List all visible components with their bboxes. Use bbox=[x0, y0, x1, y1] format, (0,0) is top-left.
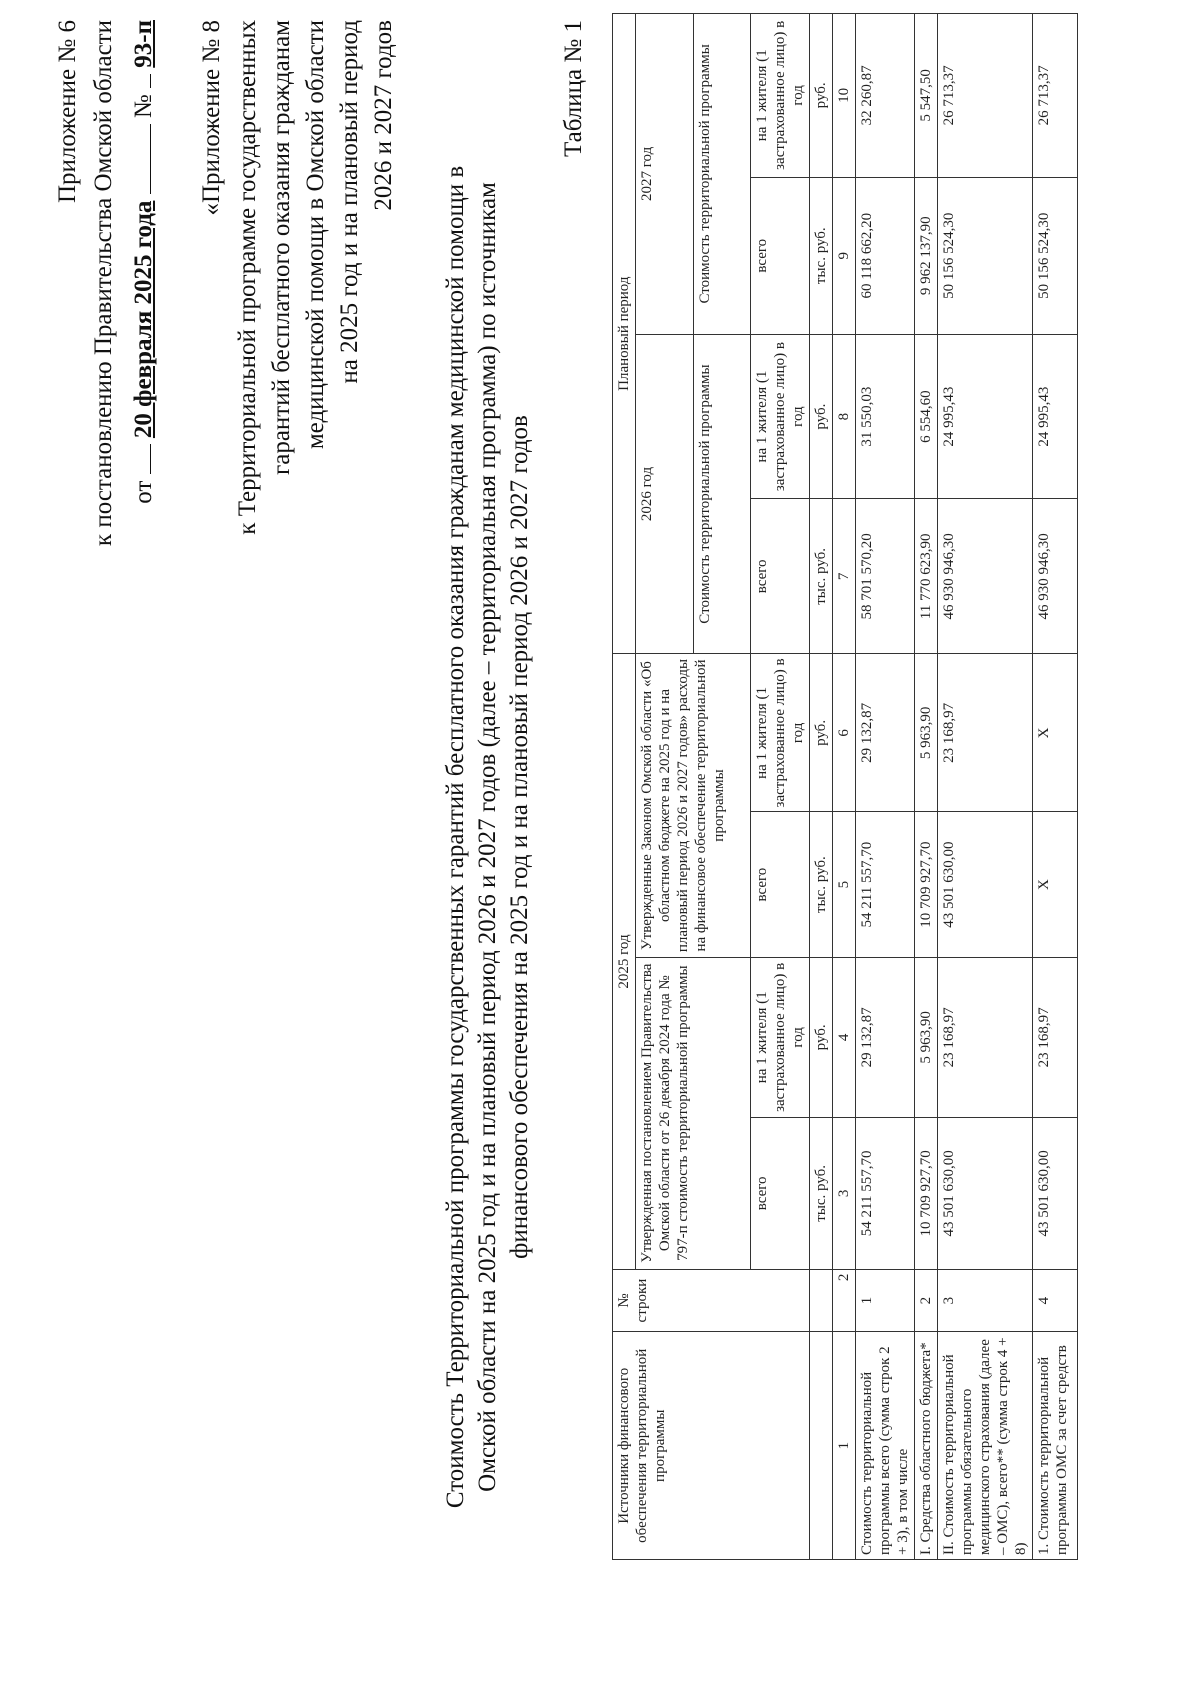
cell-value: 5 963,90 bbox=[915, 654, 938, 812]
blank-line bbox=[128, 444, 151, 474]
header-source: Источники финансового обеспечения территориальной программы bbox=[613, 1332, 810, 1560]
cell-value: 43 501 630,00 bbox=[938, 812, 1033, 957]
cell-value: 43 501 630,00 bbox=[938, 1118, 1033, 1270]
blank-line bbox=[128, 74, 151, 88]
header-2026: 2026 год bbox=[636, 334, 694, 654]
cell-value: 24 995,43 bbox=[1033, 334, 1078, 499]
cell-value: 6 554,60 bbox=[915, 334, 938, 499]
cell-value: 29 132,87 bbox=[856, 654, 915, 812]
column-number: 7 bbox=[833, 499, 856, 654]
header-cost-2026: Стоимость территориальной программы bbox=[693, 334, 751, 654]
header-total: всего bbox=[751, 1118, 810, 1270]
column-number: 1 bbox=[833, 1332, 856, 1560]
column-number: 10 bbox=[833, 14, 856, 178]
resolution-date-line bbox=[128, 20, 160, 504]
cell-value: 50 156 524,30 bbox=[938, 177, 1033, 334]
column-number: 2 bbox=[833, 1269, 856, 1332]
document-title bbox=[440, 57, 536, 1617]
row-line-number: 2 bbox=[915, 1269, 938, 1332]
cell-value: 50 156 524,30 bbox=[1033, 177, 1078, 334]
cell-value: 5 963,90 bbox=[915, 957, 938, 1117]
header-per-person: на 1 жителя (1 застрахованное лицо) в год bbox=[751, 957, 810, 1117]
cell-value: 31 550,03 bbox=[856, 334, 915, 499]
header-total: всего bbox=[751, 499, 810, 654]
units-row bbox=[810, 14, 833, 1560]
annex-line-5: на 2025 год и на плановый период bbox=[336, 20, 363, 384]
from-label: от bbox=[130, 480, 157, 504]
resolution-date: 20 февраля 2025 года bbox=[130, 200, 157, 439]
table-row bbox=[1033, 14, 1078, 1560]
row-source-name: II. Стоимость территориальной программы обязательного медицинского страхования (далее – ОМС), всего** (сумма строк 4 + 8) bbox=[938, 1332, 1033, 1560]
unit-thousand: тыс. руб. bbox=[810, 812, 833, 957]
cell-value: 60 118 662,20 bbox=[856, 177, 915, 334]
unit-thousand: тыс. руб. bbox=[810, 499, 833, 654]
cell-value: X bbox=[1033, 812, 1078, 957]
title-line-1: Стоимость Территориальной программы государственных гарантий бесплатного оказания гражданам медицинской помощи в bbox=[442, 165, 469, 1509]
cell-value: 54 211 557,70 bbox=[856, 812, 915, 957]
column-number: 9 bbox=[833, 177, 856, 334]
units-empty-cell bbox=[810, 1269, 833, 1332]
cell-value: 46 930 946,30 bbox=[1033, 499, 1078, 654]
header-total: всего bbox=[751, 177, 810, 334]
header-total: всего bbox=[751, 812, 810, 957]
column-number: 8 bbox=[833, 334, 856, 499]
title-line-3: финансового обеспечения на 2025 год и на плановый период 2026 и 2027 годов bbox=[506, 415, 533, 1259]
cell-value: 26 713,37 bbox=[938, 14, 1033, 178]
row-source-name: 1. Стоимость территориальной программы ОМС за счет средств bbox=[1033, 1332, 1078, 1560]
resolution-reference: к постановлению Правительства Омской области bbox=[90, 20, 117, 547]
header-per-person: на 1 жителя (1 застрахованное лицо) в год bbox=[751, 14, 810, 178]
column-numbers-row bbox=[833, 14, 856, 1560]
header-row-1 bbox=[613, 14, 636, 1560]
cell-value: 10 709 927,70 bbox=[915, 1118, 938, 1270]
header-per-person: на 1 жителя (1 застрахованное лицо) в год bbox=[751, 654, 810, 812]
header-approved-cost: Утвержденная постановлением Правительства Омской области от 26 декабря 2024 года № 797-п стоимость территориальной программы bbox=[636, 957, 751, 1269]
blank-line bbox=[128, 124, 151, 194]
row-source-name: I. Средства областного бюджета* bbox=[915, 1332, 938, 1560]
row-line-number: 4 bbox=[1033, 1269, 1078, 1332]
unit-rub: руб. bbox=[810, 334, 833, 499]
header-cost-2027: Стоимость территориальной программы bbox=[693, 14, 751, 335]
cell-value: 9 962 137,90 bbox=[915, 177, 938, 334]
units-empty-cell bbox=[810, 1332, 833, 1560]
header-2027: 2027 год bbox=[636, 14, 694, 335]
cell-value: 26 713,37 bbox=[1033, 14, 1078, 178]
unit-thousand: тыс. руб. bbox=[810, 177, 833, 334]
header-plan-period: Плановый период bbox=[613, 14, 636, 654]
cell-value: 58 701 570,20 bbox=[856, 499, 915, 654]
cell-value: 43 501 630,00 bbox=[1033, 1118, 1078, 1270]
column-number: 5 bbox=[833, 812, 856, 957]
table-row bbox=[915, 14, 938, 1560]
cell-value: 32 260,87 bbox=[856, 14, 915, 178]
number-label: № bbox=[130, 94, 157, 119]
cell-value: 10 709 927,70 bbox=[915, 812, 938, 957]
header-law-expenses: Утвержденные Законом Омской области «Об областном бюджете на 2025 год и на плановый период 2026 и 2027 годов» расходы на финансовое обеспечение территориальной программы bbox=[636, 654, 751, 957]
annex-line-2: к Территориальной программе государственных bbox=[234, 20, 261, 535]
unit-rub: руб. bbox=[810, 14, 833, 178]
cell-value: 54 211 557,70 bbox=[856, 1118, 915, 1270]
table-row bbox=[938, 14, 1033, 1560]
column-number: 6 bbox=[833, 654, 856, 812]
header-per-person: на 1 жителя (1 застрахованное лицо) в год bbox=[751, 334, 810, 499]
cell-value: 29 132,87 bbox=[856, 957, 915, 1117]
cell-value: X bbox=[1033, 654, 1078, 812]
table-row bbox=[856, 14, 915, 1560]
table-caption: Таблица № 1 bbox=[560, 20, 587, 158]
cell-value: 23 168,97 bbox=[1033, 957, 1078, 1117]
column-number: 4 bbox=[833, 957, 856, 1117]
annex-line-3: гарантий бесплатного оказания гражданам bbox=[268, 20, 295, 476]
cell-value: 46 930 946,30 bbox=[938, 499, 1033, 654]
header-row-number: № строки bbox=[613, 1269, 810, 1332]
header-2025: 2025 год bbox=[613, 654, 636, 1269]
title-line-2: Омской области на 2025 год и на плановый период 2026 и 2027 годов (далее – территориальная программа) по источникам bbox=[474, 182, 501, 1492]
cell-value: 5 547,50 bbox=[915, 14, 938, 178]
unit-rub: руб. bbox=[810, 654, 833, 812]
unit-rub: руб. bbox=[810, 957, 833, 1117]
row-line-number: 3 bbox=[938, 1269, 1033, 1332]
cell-value: 24 995,43 bbox=[938, 334, 1033, 499]
cell-value: 23 168,97 bbox=[938, 654, 1033, 812]
column-number: 3 bbox=[833, 1118, 856, 1270]
appendix-number: Приложение № 6 bbox=[54, 20, 81, 204]
cell-value: 23 168,97 bbox=[938, 957, 1033, 1117]
row-source-name: Стоимость территориальной программы всего (сумма строк 2 + 3), в том числе bbox=[856, 1332, 915, 1560]
cost-table bbox=[612, 13, 1078, 1560]
annex-line-4: медицинской помощи в Омской области bbox=[302, 20, 329, 450]
unit-thousand: тыс. руб. bbox=[810, 1118, 833, 1270]
row-line-number: 1 bbox=[856, 1269, 915, 1332]
annex-line-6: 2026 и 2027 годов bbox=[370, 20, 397, 211]
cell-value: 11 770 623,90 bbox=[915, 499, 938, 654]
annex-line-1: «Приложение № 8 bbox=[198, 20, 225, 216]
resolution-number: 93-п bbox=[130, 20, 157, 68]
